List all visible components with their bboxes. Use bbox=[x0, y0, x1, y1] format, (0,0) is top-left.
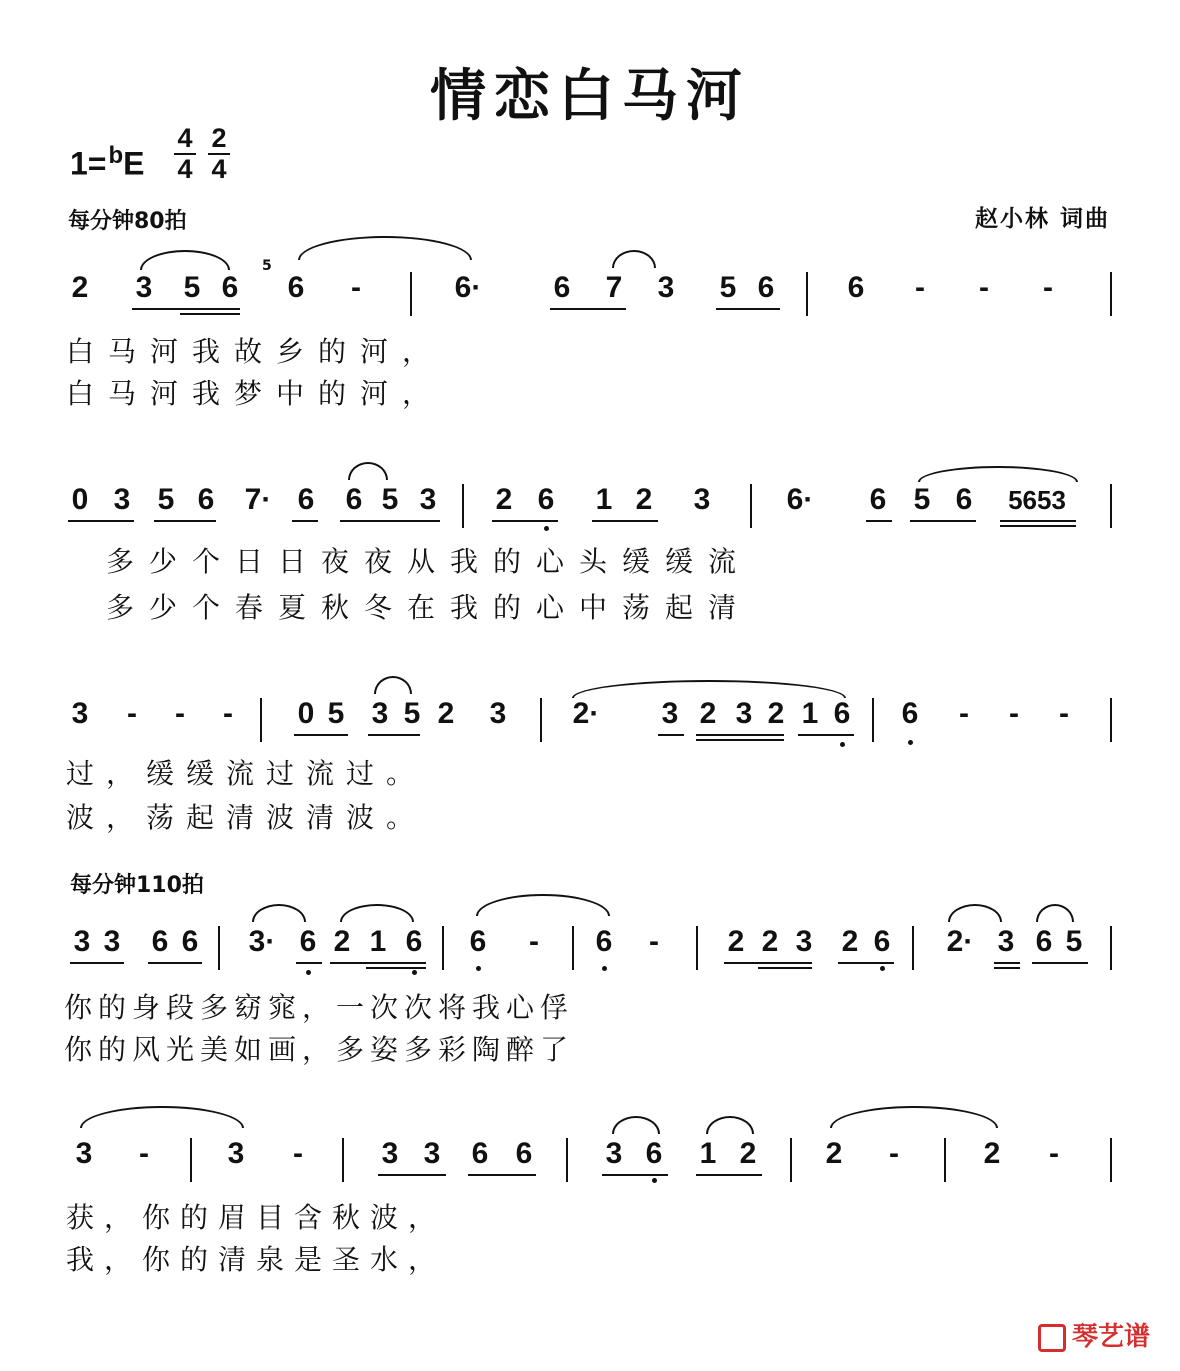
underline bbox=[602, 1174, 668, 1176]
underline bbox=[696, 734, 784, 736]
lyric-line-1-verse-1: 白马河我故乡的河， bbox=[66, 335, 445, 368]
bar-line bbox=[410, 272, 412, 316]
flat-sign: b bbox=[108, 142, 124, 169]
underline bbox=[716, 308, 780, 310]
note: 2 bbox=[495, 483, 513, 516]
note: 5 bbox=[183, 271, 201, 304]
note: 3· bbox=[248, 925, 276, 958]
lyric-line-1-verse-2: 白马河我梦中的河， bbox=[66, 377, 445, 410]
note: 6 bbox=[151, 925, 169, 958]
note: 6 bbox=[847, 271, 865, 304]
underline bbox=[724, 962, 812, 964]
bar-line bbox=[540, 698, 542, 742]
underline bbox=[994, 967, 1020, 969]
score-line-2 bbox=[0, 478, 1180, 538]
note: - bbox=[223, 697, 233, 730]
bar-line bbox=[696, 926, 698, 970]
note: 5 bbox=[403, 697, 421, 730]
note: 3 bbox=[371, 697, 389, 730]
low-octave-dot bbox=[476, 966, 481, 971]
note: 1 bbox=[369, 925, 387, 958]
bar-line bbox=[1110, 272, 1112, 316]
bar-line bbox=[912, 926, 914, 970]
note: 3 bbox=[75, 1137, 93, 1170]
score-line-4 bbox=[0, 920, 1180, 980]
lyric-line-2-verse-1: 多少个日日夜夜从我的心头缓缓流 bbox=[106, 545, 752, 578]
note: 5 bbox=[719, 271, 737, 304]
underline bbox=[658, 734, 684, 736]
note: 3 bbox=[71, 697, 89, 730]
note: 6 bbox=[1035, 925, 1053, 958]
note: - bbox=[889, 1137, 899, 1170]
note: 6 bbox=[873, 925, 891, 958]
bar-line bbox=[1110, 484, 1112, 528]
bar-line bbox=[806, 272, 808, 316]
note: 6 bbox=[469, 925, 487, 958]
note: 6 bbox=[345, 483, 363, 516]
underline bbox=[910, 520, 976, 522]
note: 6 bbox=[833, 697, 851, 730]
note: 5 bbox=[157, 483, 175, 516]
note: 6 bbox=[197, 483, 215, 516]
underline bbox=[696, 739, 784, 741]
note: 2· bbox=[572, 697, 600, 730]
underline bbox=[368, 734, 420, 736]
note: - bbox=[1049, 1137, 1059, 1170]
low-octave-dot bbox=[880, 966, 885, 971]
note: 7· bbox=[244, 483, 272, 516]
lyric-text: 波，荡起清波清波。 bbox=[66, 801, 427, 834]
bar-line bbox=[462, 484, 464, 528]
note: 3 bbox=[657, 271, 675, 304]
lyric-line-4-verse-2: 你的风光美如画，多姿多彩陶醉了 bbox=[64, 1033, 575, 1066]
low-octave-dot bbox=[602, 966, 607, 971]
note: 3 bbox=[423, 1137, 441, 1170]
note: 3 bbox=[735, 697, 753, 730]
page-title: 情恋白马河 bbox=[430, 63, 750, 129]
low-octave-dot bbox=[544, 526, 549, 531]
note: 0 bbox=[71, 483, 89, 516]
lyric-text: 过，缓缓流过流过。 bbox=[66, 757, 427, 790]
note: 2 bbox=[739, 1137, 757, 1170]
tempo-marking-1: 每分钟80拍 bbox=[68, 209, 187, 234]
underline bbox=[68, 520, 134, 522]
underline bbox=[340, 520, 440, 522]
note: 3 bbox=[997, 925, 1015, 958]
underline bbox=[550, 308, 626, 310]
note: 6 bbox=[221, 271, 239, 304]
ts2-bottom: 4 bbox=[208, 153, 230, 184]
note: 6 bbox=[757, 271, 775, 304]
time-signature-4-4 bbox=[170, 124, 200, 184]
note: 6· bbox=[786, 483, 814, 516]
note: 5 bbox=[913, 483, 931, 516]
note: 6 bbox=[297, 483, 315, 516]
ts1-top: 4 bbox=[177, 123, 193, 153]
note: 6 bbox=[471, 1137, 489, 1170]
tie bbox=[80, 1106, 244, 1128]
underline bbox=[366, 967, 426, 969]
underline bbox=[696, 1174, 762, 1176]
score-line-1 bbox=[0, 258, 1180, 326]
underline bbox=[468, 1174, 536, 1176]
lyric-line-5-verse-1: 获，你的眉目含秋波， bbox=[66, 1201, 447, 1234]
note: 3 bbox=[381, 1137, 399, 1170]
bar-line bbox=[218, 926, 220, 970]
key-signature bbox=[70, 142, 145, 183]
note: 6 bbox=[287, 271, 305, 304]
watermark-icon bbox=[1038, 1324, 1066, 1352]
ts2-top: 2 bbox=[211, 123, 227, 153]
tie bbox=[476, 894, 610, 916]
lyric-line-4-verse-1: 你的身段多窈窕，一次次将我心俘 bbox=[64, 991, 575, 1024]
bar-line bbox=[260, 698, 262, 742]
underline bbox=[1000, 525, 1076, 527]
note: - bbox=[293, 1137, 303, 1170]
bar-line bbox=[572, 926, 574, 970]
note: 3 bbox=[661, 697, 679, 730]
bar-line bbox=[1110, 1138, 1112, 1182]
note: 6 bbox=[405, 925, 423, 958]
note: - bbox=[127, 697, 137, 730]
note: 2 bbox=[727, 925, 745, 958]
note: 2 bbox=[635, 483, 653, 516]
underline bbox=[180, 313, 240, 315]
note: 5653 bbox=[1008, 485, 1066, 515]
note: 3 bbox=[135, 271, 153, 304]
note: 7 bbox=[605, 271, 623, 304]
note: - bbox=[1009, 697, 1019, 730]
note: 3 bbox=[489, 697, 507, 730]
underline bbox=[492, 520, 558, 522]
note: 2 bbox=[983, 1137, 1001, 1170]
note: 6 bbox=[595, 925, 613, 958]
note: 2 bbox=[71, 271, 89, 304]
note: - bbox=[959, 697, 969, 730]
note: 1 bbox=[699, 1137, 717, 1170]
low-octave-dot bbox=[840, 742, 845, 747]
underline bbox=[866, 520, 892, 522]
ts1-bottom: 4 bbox=[174, 153, 196, 184]
note: 2 bbox=[699, 697, 717, 730]
note: - bbox=[649, 925, 659, 958]
note: 5 bbox=[1065, 925, 1083, 958]
underline bbox=[70, 962, 124, 964]
watermark-logo bbox=[1038, 1316, 1150, 1353]
note: 3 bbox=[73, 925, 91, 958]
underline bbox=[294, 734, 348, 736]
note: 3 bbox=[795, 925, 813, 958]
note: - bbox=[915, 271, 925, 304]
underline bbox=[378, 1174, 446, 1176]
note: 6 bbox=[901, 697, 919, 730]
bar-line bbox=[190, 1138, 192, 1182]
note: 3 bbox=[113, 483, 131, 516]
note: - bbox=[1059, 697, 1069, 730]
note: 1 bbox=[595, 483, 613, 516]
bar-line bbox=[1110, 926, 1112, 970]
note: 2 bbox=[333, 925, 351, 958]
key-label: 1= bbox=[70, 145, 107, 182]
bar-line bbox=[872, 698, 874, 742]
note: 0 bbox=[297, 697, 315, 730]
note: 6 bbox=[955, 483, 973, 516]
underline bbox=[330, 962, 426, 964]
bar-line bbox=[342, 1138, 344, 1182]
underline bbox=[994, 962, 1020, 964]
note: - bbox=[529, 925, 539, 958]
note: - bbox=[175, 697, 185, 730]
score-line-3 bbox=[0, 692, 1180, 752]
low-octave-dot bbox=[412, 970, 417, 975]
note: - bbox=[1043, 271, 1053, 304]
note: 6 bbox=[645, 1137, 663, 1170]
note: 6 bbox=[553, 271, 571, 304]
note: - bbox=[351, 271, 361, 304]
bar-line bbox=[442, 926, 444, 970]
note: 2 bbox=[767, 697, 785, 730]
underline bbox=[132, 308, 240, 310]
note: 3 bbox=[419, 483, 437, 516]
low-octave-dot bbox=[306, 970, 311, 975]
low-octave-dot bbox=[652, 1178, 657, 1183]
underline bbox=[1032, 962, 1088, 964]
bar-line bbox=[1110, 698, 1112, 742]
note: 3 bbox=[227, 1137, 245, 1170]
note: - bbox=[139, 1137, 149, 1170]
underline bbox=[148, 962, 202, 964]
note: 6 bbox=[537, 483, 555, 516]
underline bbox=[798, 734, 854, 736]
tempo-marking-2: 每分钟110拍 bbox=[70, 873, 204, 898]
note: 2 bbox=[825, 1137, 843, 1170]
bar-line bbox=[944, 1138, 946, 1182]
note: 2 bbox=[761, 925, 779, 958]
grace-note: 5 bbox=[262, 258, 272, 274]
note: 5 bbox=[381, 483, 399, 516]
low-octave-dot bbox=[908, 740, 913, 745]
author-credit: 赵小林 词曲 bbox=[974, 206, 1110, 232]
underline bbox=[296, 962, 322, 964]
note: 5 bbox=[327, 697, 345, 730]
bar-line bbox=[790, 1138, 792, 1182]
note: 2 bbox=[437, 697, 455, 730]
bar-line bbox=[750, 484, 752, 528]
note: 6 bbox=[869, 483, 887, 516]
note: 6· bbox=[454, 271, 482, 304]
note: 3 bbox=[605, 1137, 623, 1170]
note: 6 bbox=[181, 925, 199, 958]
bar-line bbox=[566, 1138, 568, 1182]
lyric-line-5-verse-2: 我，你的清泉是圣水， bbox=[66, 1243, 447, 1276]
tie bbox=[298, 236, 472, 260]
underline bbox=[838, 962, 894, 964]
underline bbox=[592, 520, 658, 522]
watermark-text: 琴艺谱 bbox=[1071, 1322, 1150, 1352]
note: 3 bbox=[693, 483, 711, 516]
time-signature-2-4 bbox=[204, 124, 234, 184]
underline bbox=[154, 520, 216, 522]
note: - bbox=[979, 271, 989, 304]
note: 1 bbox=[801, 697, 819, 730]
tie bbox=[830, 1106, 998, 1128]
lyric-line-2-verse-2: 多少个春夏秋冬在我的心中荡起清 bbox=[106, 591, 752, 624]
note: 6 bbox=[515, 1137, 533, 1170]
key-note: E bbox=[123, 145, 145, 182]
underline bbox=[758, 967, 812, 969]
underline bbox=[1000, 520, 1076, 522]
underline bbox=[292, 520, 318, 522]
note: 6 bbox=[299, 925, 317, 958]
score-line-5 bbox=[0, 1132, 1180, 1192]
note: 3 bbox=[103, 925, 121, 958]
note: 2 bbox=[841, 925, 859, 958]
note: 2· bbox=[946, 925, 974, 958]
